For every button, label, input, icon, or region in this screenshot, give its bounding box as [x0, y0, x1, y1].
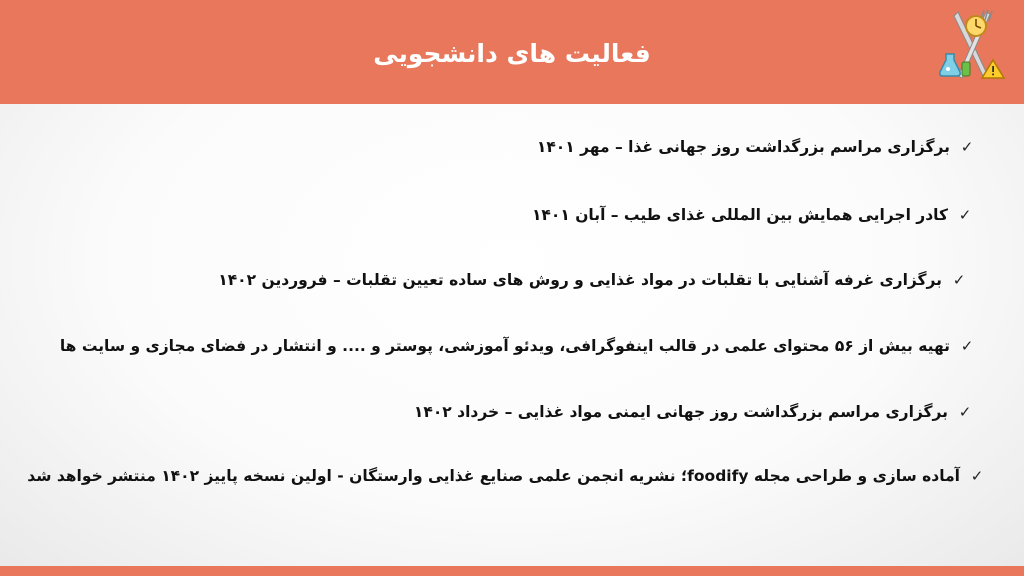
list-item	[27, 461, 986, 491]
check-icon: ✓	[970, 467, 984, 485]
list-item	[414, 397, 974, 427]
list-item	[532, 200, 974, 230]
bullet-text: برگزاری مراسم بزرگداشت روز جهانی غذا – مهر ۱۴۰۱	[536, 138, 950, 156]
bullet-text: تهیه بیش از ۵۶ محتوای علمی در قالب اینفوگرافی، ویدئو آموزشی، پوستر و .... و انتشار در فضای مجازی و سایت ها	[59, 337, 950, 355]
list-item	[218, 265, 968, 295]
page-title: فعالیت های دانشجویی	[373, 39, 651, 68]
bullet-text: برگزاری مراسم بزرگداشت روز جهانی ایمنی مواد غذایی – خرداد ۱۴۰۲	[413, 403, 948, 421]
bullet-text: کادر اجرایی همایش بین المللی غذای طیب – آبان ۱۴۰۱	[531, 206, 948, 224]
list-item	[60, 331, 976, 361]
check-icon: ✓	[960, 337, 974, 355]
check-icon: ✓	[952, 271, 966, 289]
bullet-text: آماده سازی و طراحی مجله foodify؛ نشریه انجمن علمی صنایع غذایی وارستگان - اولین نسخه پاییز ۱۴۰۲ منتشر خواهد شد	[27, 467, 960, 485]
check-icon: ✓	[960, 138, 974, 156]
footer-bar	[0, 566, 1024, 576]
list-item	[537, 132, 976, 162]
check-icon: ✓	[958, 403, 972, 421]
check-icon: ✓	[958, 206, 972, 224]
bullet-text: برگزاری غرفه آشنایی با تقلبات در مواد غذایی و روش های ساده تعیین تقلبات – فروردین ۱۴۰۲	[218, 271, 942, 289]
